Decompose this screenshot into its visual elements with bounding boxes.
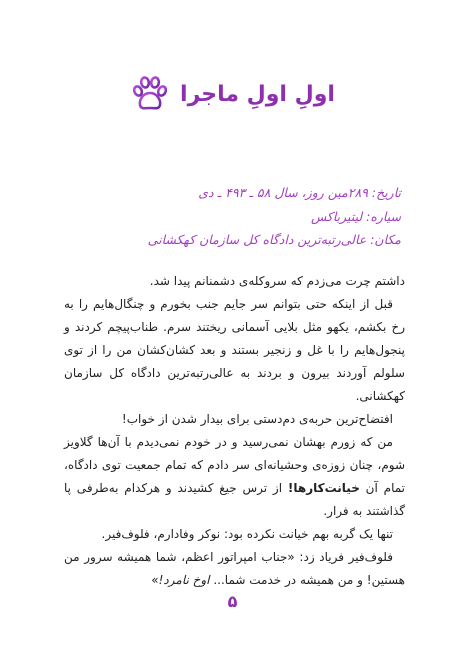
meta-date: تاریخ: ۲۸۹مین روز، سال ۵۸ ـ ۴۹۳ ـ دی [198,185,401,200]
paragraph-4 [64,431,405,523]
page-number: ۵ [227,592,238,611]
paragraph-2: قبل از اینکه حتی بتوانم سر جایم جنب بخورم و چنگال‌هایم را به رخ بکشم، یکهو مثل بلایی آسمانی ریختند سرم. طناب‌پیچم کردند و پنجول‌هایم را با غل و زنجیر بستند و بعد کشان‌کشان من را از توی سلولم آوردند بیرون و بردند به عالی‌رتبه‌ترین دادگاه کل سازمان کهکشانی. [64,297,405,403]
ouch-emphasis: اوخ نامرد! [158,573,210,587]
paragraph-6 [64,546,405,592]
chapter-header [0,72,465,116]
meta-planet: سیاره: لیتیرباکس [310,208,401,224]
paragraph-4-end: از ترس جیغ کشیدند و هرکدام به‌طرفی پا گذاشتند به فرار. [64,481,405,518]
paragraph-4-start: من که زورم بهشان نمی‌رسید و در خودم نمی‌دیدم با آن‌ها گلاویز شوم، چنان زوزه‌ی وحشیانه‌ای سر دادم که تمام جمعیت توی دادگاه، تمام آن [64,435,405,495]
paragraph-3: افتضاح‌ترین حربه‌ی دم‌دستی برای بیدار شدن از خواب! [121,412,393,426]
paragraph-6-start: فلوف‌فیر فریاد زد: «جناب امپراتور اعظم، شما همیشه سرور من هستین! و من همیشه در خدمت شما... [64,550,405,587]
paw-print-icon [130,74,170,114]
chapter-metadata [61,181,401,252]
paragraph-1: داشتم چرت می‌زدم که سروکله‌ی دشمنانم پیدا شد. [149,274,405,288]
meta-location: مکان: عالی‌رتبه‌ترین دادگاه کل سازمان کهکشانی [147,232,401,247]
traitors-emphasis: خیانت‌کارها! [287,481,360,495]
paragraph-6-end: » [151,573,159,587]
story-body [64,270,405,592]
paragraph-5: تنها یک گربه بهم خیانت نکرده بود: نوکر وفادارم، فلوف‌فیر. [101,527,393,541]
chapter-title: اولِ اولِ ماجرا [180,81,335,107]
